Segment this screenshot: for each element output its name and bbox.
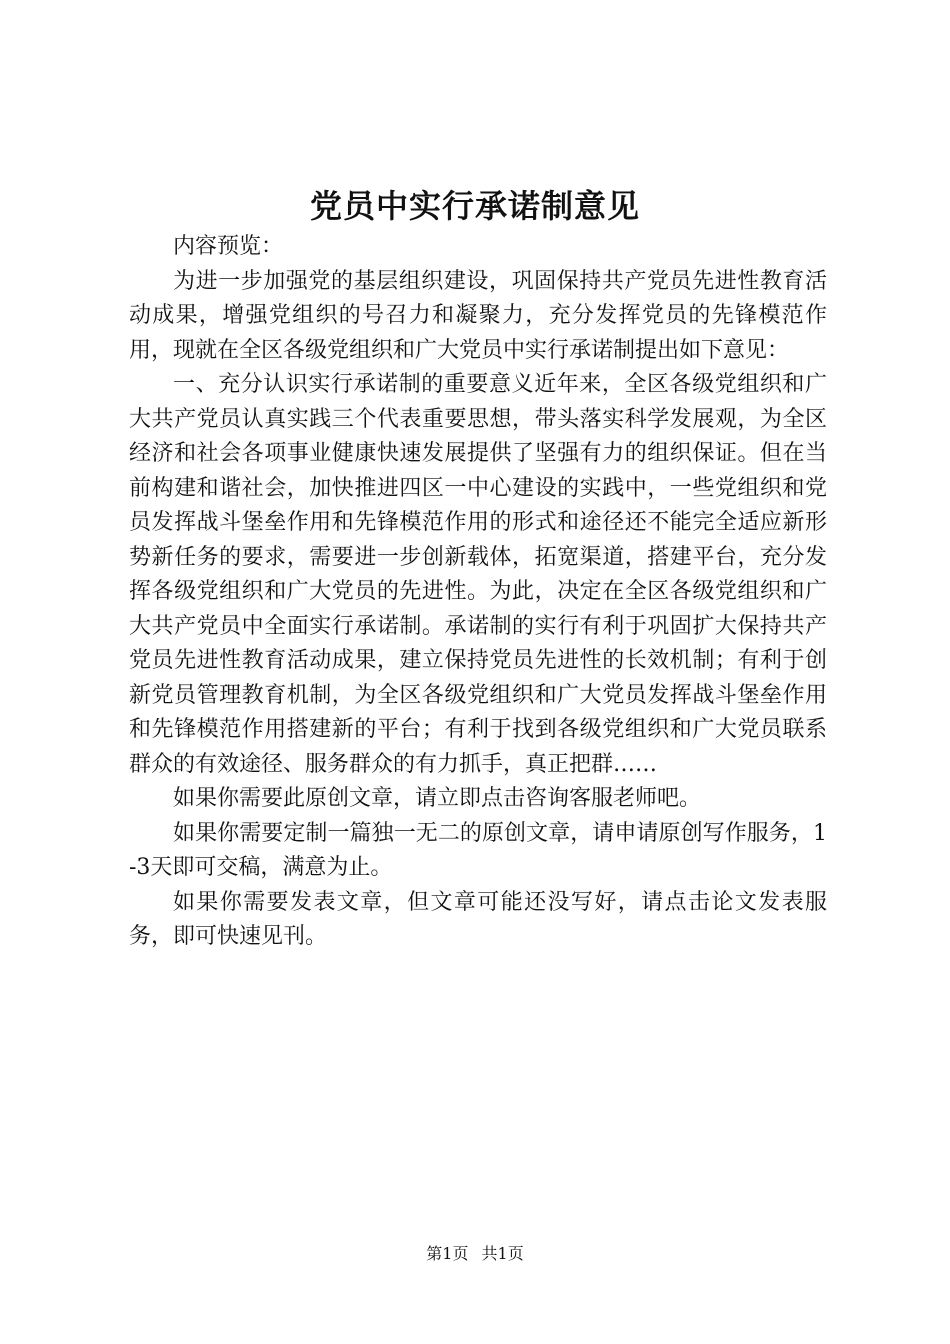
- page-number: 第1页: [426, 1244, 469, 1263]
- publish-service-paragraph[interactable]: 如果你需要发表文章，但文章可能还没写好，请点击论文发表服务，即可快速见刊。: [129, 889, 827, 949]
- custom-writing-paragraph[interactable]: 如果你需要定制一篇独一无二的原创文章，请申请原创写作服务，1-3天即可交稿，满意为止。: [129, 820, 827, 880]
- page-total: 共1页: [481, 1244, 524, 1263]
- document-body: [129, 230, 827, 955]
- preview-label: 内容预览：: [173, 234, 284, 259]
- page-title: 党员中实行承诺制意见: [309, 187, 640, 225]
- consult-link-paragraph[interactable]: 如果你需要此原创文章，请立即点击咨询客服老师吧。: [173, 786, 702, 811]
- page-footer: [0, 1242, 950, 1266]
- intro-paragraph: 为进一步加强党的基层组织建设，巩固保持共产党员先进性教育活动成果，增强党组织的号召力和凝聚力，充分发挥党员的先锋模范作用，现就在全区各级党组织和广大党员中实行承诺制提出如下意见：: [129, 268, 827, 363]
- section-one-paragraph: 一、充分认识实行承诺制的重要意义近年来，全区各级党组织和广大共产党员认真实践三个代表重要思想，带头落实科学发展观，为全区经济和社会各项事业健康快速发展提供了坚强有力的组织保证。但在当前构建和谐社会，加快推进四区一中心建设的实践中，一些党组织和党员发挥战斗堡垒作用和先锋模范作用的形式和途径还不能完全适应新形势新任务的要求，需要进一步创新载体，拓宽渠道，搭建平台，充分发挥各级党组织和广大党员的先进性。为此，决定在全区各级党组织和广大共产党员中全面实行承诺制。承诺制的实行有利于巩固扩大保持共产党员先进性教育活动成果，建立保持党员先进性的长效机制；有利于创新党员管理教育机制，为全区各级党组织和广大党员发挥战斗堡垒作用和先锋模范作用搭建新的平台；有利于找到各级党组织和广大党员联系群众的有效途径、服务群众的有力抓手，真正把群……: [129, 372, 827, 777]
